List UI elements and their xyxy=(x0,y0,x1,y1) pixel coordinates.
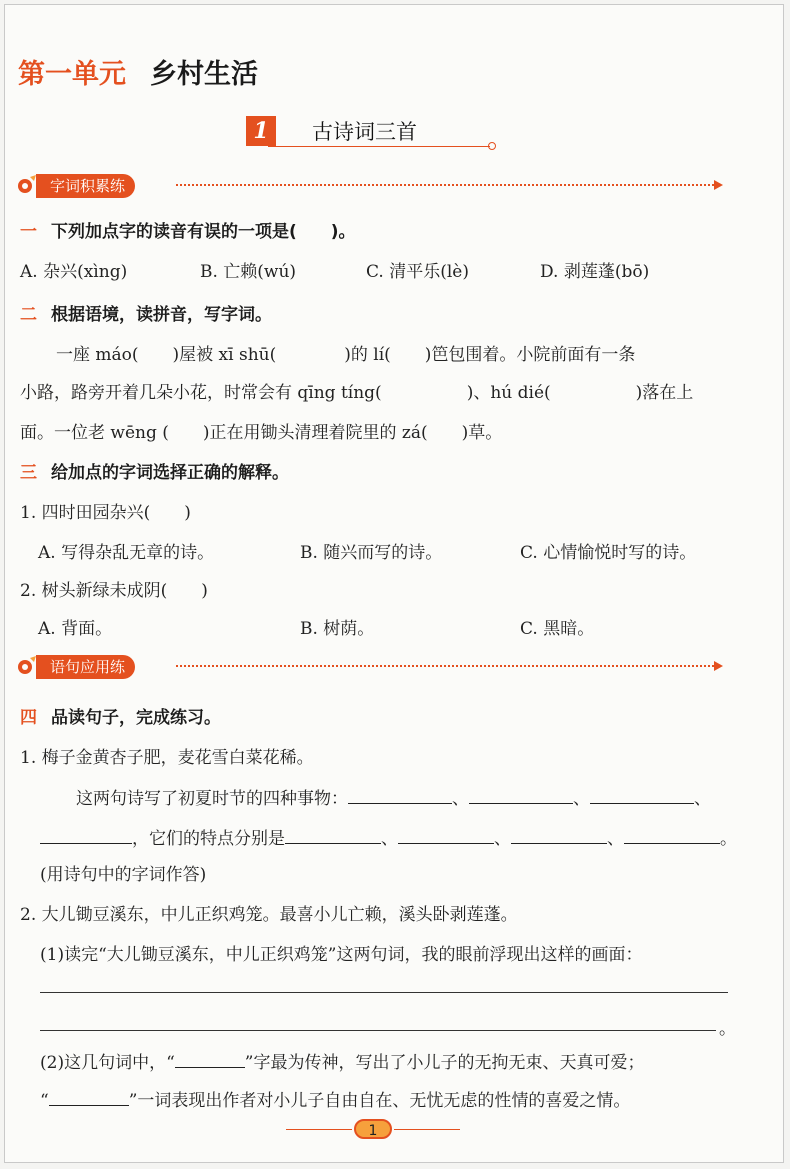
question-3-heading xyxy=(20,458,289,483)
sub2-part-c: “ xyxy=(40,1091,49,1111)
poem-2: 2. 大儿锄豆溪东，中儿正织鸡笼。最喜小儿亡赖，溪头卧剥莲蓬。 xyxy=(20,905,518,925)
answer-blank[interactable] xyxy=(175,1051,245,1068)
q3-item-2: 2. 树头新绿未成阴( ) xyxy=(20,581,208,601)
q3-item2-option-b: B. 树荫。 xyxy=(300,619,375,639)
sub-question-2-line-2 xyxy=(40,1086,630,1111)
unit-name: 乡村生活 xyxy=(150,59,258,90)
question-2-stem: 根据语境，读拼音，写字词。 xyxy=(51,305,272,325)
question-3-stem: 给加点的字词选择正确的解释。 xyxy=(51,463,289,483)
question-1-heading xyxy=(20,217,356,242)
answer-blank[interactable] xyxy=(469,787,573,804)
p1-line-2-text: ，它们的特点分别是 xyxy=(132,829,285,849)
arrow-icon xyxy=(714,180,723,190)
q2-line-2: 小路，路旁开着几朵小花，时常会有 qīng tíng( )、hú dié( )落在上 xyxy=(20,383,694,403)
period-mark: 。 xyxy=(719,1019,736,1039)
answer-line[interactable] xyxy=(40,992,728,993)
footer-line-right xyxy=(394,1129,460,1130)
answer-blank[interactable] xyxy=(49,1089,129,1106)
question-4-heading xyxy=(20,703,221,728)
answer-blank[interactable] xyxy=(40,827,132,844)
answer-blank[interactable] xyxy=(624,827,720,844)
section-banner-vocab xyxy=(16,172,135,200)
sub2-part-a: (2)这几句词中，“ xyxy=(40,1053,175,1073)
section-banner-sentence xyxy=(16,653,135,681)
question-4-stem: 品读句子，完成练习。 xyxy=(51,708,221,728)
p1-line-1-text: 这两句诗写了初夏时节的四种事物： xyxy=(76,789,348,809)
lesson-heading xyxy=(246,116,417,146)
section-label-sentence: 语句应用练 xyxy=(36,655,135,679)
q1-option-c: C. 清平乐(lè) xyxy=(366,262,469,282)
sub-question-2-line-1 xyxy=(40,1048,644,1073)
q3-item2-option-c: C. 黑暗。 xyxy=(520,619,595,639)
arrow-icon xyxy=(714,661,723,671)
question-3-number: 三 xyxy=(20,463,37,483)
p1-note: (用诗句中的字词作答) xyxy=(40,865,207,885)
q2-line-1: 一座 máo( )屋被 xī shū( )的 lí( )笆包围着。小院前面有一条 xyxy=(56,345,636,365)
question-2-number: 二 xyxy=(20,305,37,325)
q3-item1-option-b: B. 随兴而写的诗。 xyxy=(300,543,443,563)
unit-title xyxy=(18,52,258,91)
question-4-number: 四 xyxy=(20,708,37,728)
answer-blank[interactable] xyxy=(511,827,607,844)
page-number: 1 xyxy=(354,1119,392,1139)
lesson-dot xyxy=(488,142,496,150)
question-2-heading xyxy=(20,300,272,325)
q1-option-a: A. 杂兴(xìng) xyxy=(20,262,128,282)
answer-blank[interactable] xyxy=(348,787,452,804)
answer-blank[interactable] xyxy=(398,827,494,844)
sub2-part-b: ”字最为传神，写出了小儿子的无拘无束、天真可爱； xyxy=(244,1053,645,1073)
poem-1: 1. 梅子金黄杏子肥，麦花雪白菜花稀。 xyxy=(20,748,314,768)
lesson-number: 1 xyxy=(246,116,276,146)
banner-dotted-line xyxy=(176,665,714,667)
sub-question-1: (1)读完“大儿锄豆溪东，中儿正织鸡笼”这两句词，我的眼前浮现出这样的画面： xyxy=(40,945,643,965)
answer-blank[interactable] xyxy=(590,787,694,804)
answer-line[interactable] xyxy=(40,1030,716,1031)
footer-line-left xyxy=(286,1129,352,1130)
q3-item-1: 1. 四时田园杂兴( ) xyxy=(20,503,191,523)
lesson-underline xyxy=(268,146,490,147)
question-1-stem: 下列加点字的读音有误的一项是( )。 xyxy=(51,222,356,242)
p1-line-2: ，它们的特点分别是 、 、 、 。 xyxy=(40,824,737,849)
section-label-vocab: 字词积累练 xyxy=(36,174,135,198)
q3-item1-option-a: A. 写得杂乱无章的诗。 xyxy=(38,543,215,563)
p1-line-1: 这两句诗写了初夏时节的四种事物： 、 、 、 xyxy=(76,789,711,809)
q3-item1-option-c: C. 心情愉悦时写的诗。 xyxy=(520,543,697,563)
q2-line-3: 面。一位老 wēng ( )正在用锄头清理着院里的 zá( )草。 xyxy=(20,423,503,443)
unit-number: 第一单元 xyxy=(18,59,126,90)
answer-blank[interactable] xyxy=(285,827,381,844)
lesson-title: 古诗词三首 xyxy=(312,120,417,144)
page-number-footer xyxy=(286,1118,461,1140)
banner-dotted-line xyxy=(176,184,714,186)
question-1-number: 一 xyxy=(20,222,37,242)
sub2-part-d: ”一词表现出作者对小儿子自由自在、无忧无虑的性情的喜爱之情。 xyxy=(128,1091,631,1111)
q3-item2-option-a: A. 背面。 xyxy=(38,619,113,639)
q1-option-b: B. 亡赖(wú) xyxy=(200,262,297,282)
q1-option-d: D. 剥莲蓬(bō) xyxy=(540,262,650,282)
